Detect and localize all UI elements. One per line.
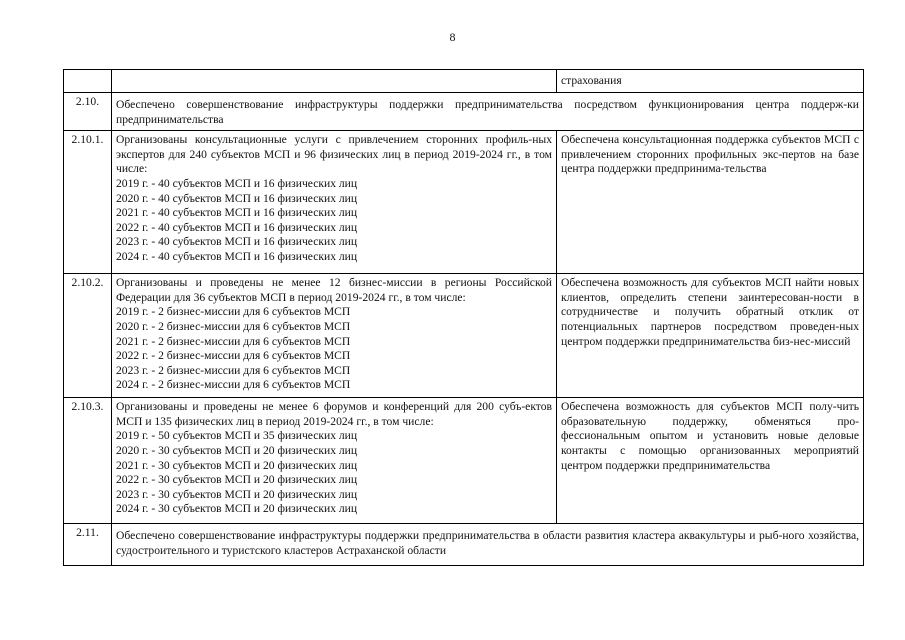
year-line: 2019 г. - 40 субъектов МСП и 16 физических лиц [116, 176, 358, 190]
table-row-item-2-10-1 [64, 131, 864, 274]
item-number: 2.10.1. [64, 131, 112, 274]
year-line: 2022 г. - 2 бизнес-миссии для 6 субъектов МСП [116, 349, 351, 363]
table-row-section-2-10 [64, 93, 864, 131]
year-line: 2019 г. - 50 субъектов МСП и 35 физических лиц [116, 429, 358, 443]
table-row-item-2-10-3 [64, 398, 864, 524]
year-line: 2019 г. - 2 бизнес-миссии для 6 субъектов МСП [116, 305, 351, 319]
table-row-top [64, 70, 864, 93]
year-line: 2020 г. - 30 субъектов МСП и 20 физических лиц [116, 443, 358, 457]
item-description-cell [112, 398, 557, 524]
section-number: 2.10. [64, 93, 112, 131]
page-number: 8 [449, 30, 456, 44]
section-text: Обеспечено совершенствование инфраструктуры поддержки предпринимательства в области развития кластера аквакультуры и рыб-ного хозяйства, судостроительного и туристского кластеров Астраханской области [112, 524, 864, 566]
cell-result-top: страхования [557, 70, 864, 93]
section-text: Обеспечено совершенствование инфраструктуры поддержки предпринимательства посредством функционирования центра поддерж-ки предпринимательства [112, 93, 864, 131]
section-number: 2.11. [64, 524, 112, 566]
year-line: 2021 г. - 30 субъектов МСП и 20 физических лиц [116, 458, 358, 472]
year-line: 2020 г. - 40 субъектов МСП и 16 физических лиц [116, 191, 358, 205]
item-result: Обеспечена возможность для субъектов МСП найти новых клиентов, определить степени заинтересован-ности в сотрудничестве и получить обратный отклик от потенциальных партнеров посредством проведен-ных центром поддержки предпринимательства биз-нес-миссий [557, 274, 864, 398]
year-line: 2021 г. - 2 бизнес-миссии для 6 субъектов МСП [116, 334, 351, 348]
item-result: Обеспечена возможность для субъектов МСП полу-чить образовательную поддержку, обменяться про-фессиональным опытом и установить новые деловые контакты с помощью организованных мероприятий центром поддержки предпринимательства [557, 398, 864, 524]
table-row-section-2-11 [64, 524, 864, 566]
year-line: 2022 г. - 40 субъектов МСП и 16 физических лиц [116, 220, 358, 234]
cell-num-empty [64, 70, 112, 93]
item-number: 2.10.3. [64, 398, 112, 524]
item-result: Обеспечена консультационная поддержка субъектов МСП с привлечением сторонних профильных экс-пертов на базе центра поддержки предпринима-тельства [557, 131, 864, 274]
year-line: 2023 г. - 2 бизнес-миссии для 6 субъектов МСП [116, 363, 351, 377]
year-line: 2023 г. - 40 субъектов МСП и 16 физических лиц [116, 235, 358, 249]
item-description-cell [112, 274, 557, 398]
item-description-cell [112, 131, 557, 274]
year-line: 2024 г. - 40 субъектов МСП и 16 физических лиц [116, 249, 358, 263]
item-description: Организованы и проведены не менее 6 форумов и конференций для 200 субъ-ектов МСП и 135 физических лиц в период 2019-2024 гг., в том числе: [116, 400, 552, 428]
item-number: 2.10.2. [64, 274, 112, 398]
table-row-item-2-10-2 [64, 274, 864, 398]
year-line: 2023 г. - 30 субъектов МСП и 20 физических лиц [116, 487, 358, 501]
cell-text-empty [112, 70, 557, 93]
item-description: Организованы консультационные услуги с привлечением сторонних профиль-ных экспертов для 240 субъектов МСП и 96 физических лиц в период 2019-2024 гг., в том числе: [116, 133, 552, 176]
item-description: Организованы и проведены не менее 12 бизнес-миссии в регионы Российской Федерации для 36 субъектов МСП в период 2019-2024 гг., в том числе: [116, 276, 552, 304]
year-line: 2021 г. - 40 субъектов МСП и 16 физических лиц [116, 206, 358, 220]
measures-table [63, 69, 864, 566]
year-line: 2020 г. - 2 бизнес-миссии для 6 субъектов МСП [116, 319, 351, 333]
year-line: 2022 г. - 30 субъектов МСП и 20 физических лиц [116, 473, 358, 487]
year-line: 2024 г. - 30 субъектов МСП и 20 физических лиц [116, 502, 358, 516]
year-line: 2024 г. - 2 бизнес-миссии для 6 субъектов МСП [116, 378, 351, 392]
